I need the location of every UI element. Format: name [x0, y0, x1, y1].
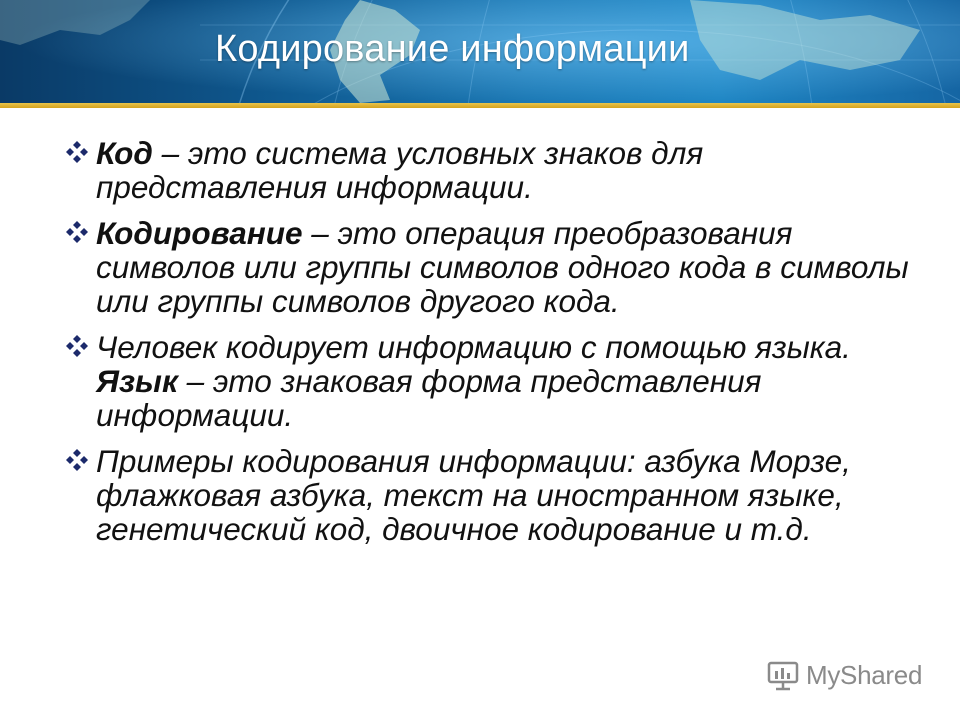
watermark — [766, 655, 922, 695]
four-diamond-bullet-icon — [64, 219, 90, 245]
term-language: Язык — [96, 363, 178, 399]
examples-text: Примеры кодирования информации: азбука Морзе, флажковая азбука, текст на иностранном языке, генетический код, двоичное кодирование и т.д. — [96, 443, 851, 547]
slide-header — [0, 0, 960, 103]
four-diamond-bullet-icon — [64, 139, 90, 165]
header-divider — [0, 103, 960, 108]
definition-code: – это система условных знаков для представления информации. — [96, 135, 704, 205]
language-intro: Человек кодирует информацию с помощью языка. — [96, 329, 851, 365]
term-coding: Кодирование — [96, 215, 303, 251]
presentation-icon — [766, 658, 800, 692]
bullet-item-code — [60, 136, 910, 204]
slide-title: Кодирование информации — [215, 28, 690, 70]
bullet-item-language — [60, 330, 910, 432]
definition-coding: – это операция преобразования символов или группы символов одного кода в символы или группы символов другого кода. — [96, 215, 909, 319]
term-code: Код — [96, 135, 153, 171]
four-diamond-bullet-icon — [64, 333, 90, 359]
watermark-label: MyShared — [806, 659, 923, 690]
four-diamond-bullet-icon — [64, 447, 90, 473]
bullet-item-coding — [60, 216, 910, 318]
bullet-list — [60, 136, 910, 558]
definition-language: – это знаковая форма представления информации. — [96, 363, 762, 433]
bullet-item-examples — [60, 444, 910, 546]
